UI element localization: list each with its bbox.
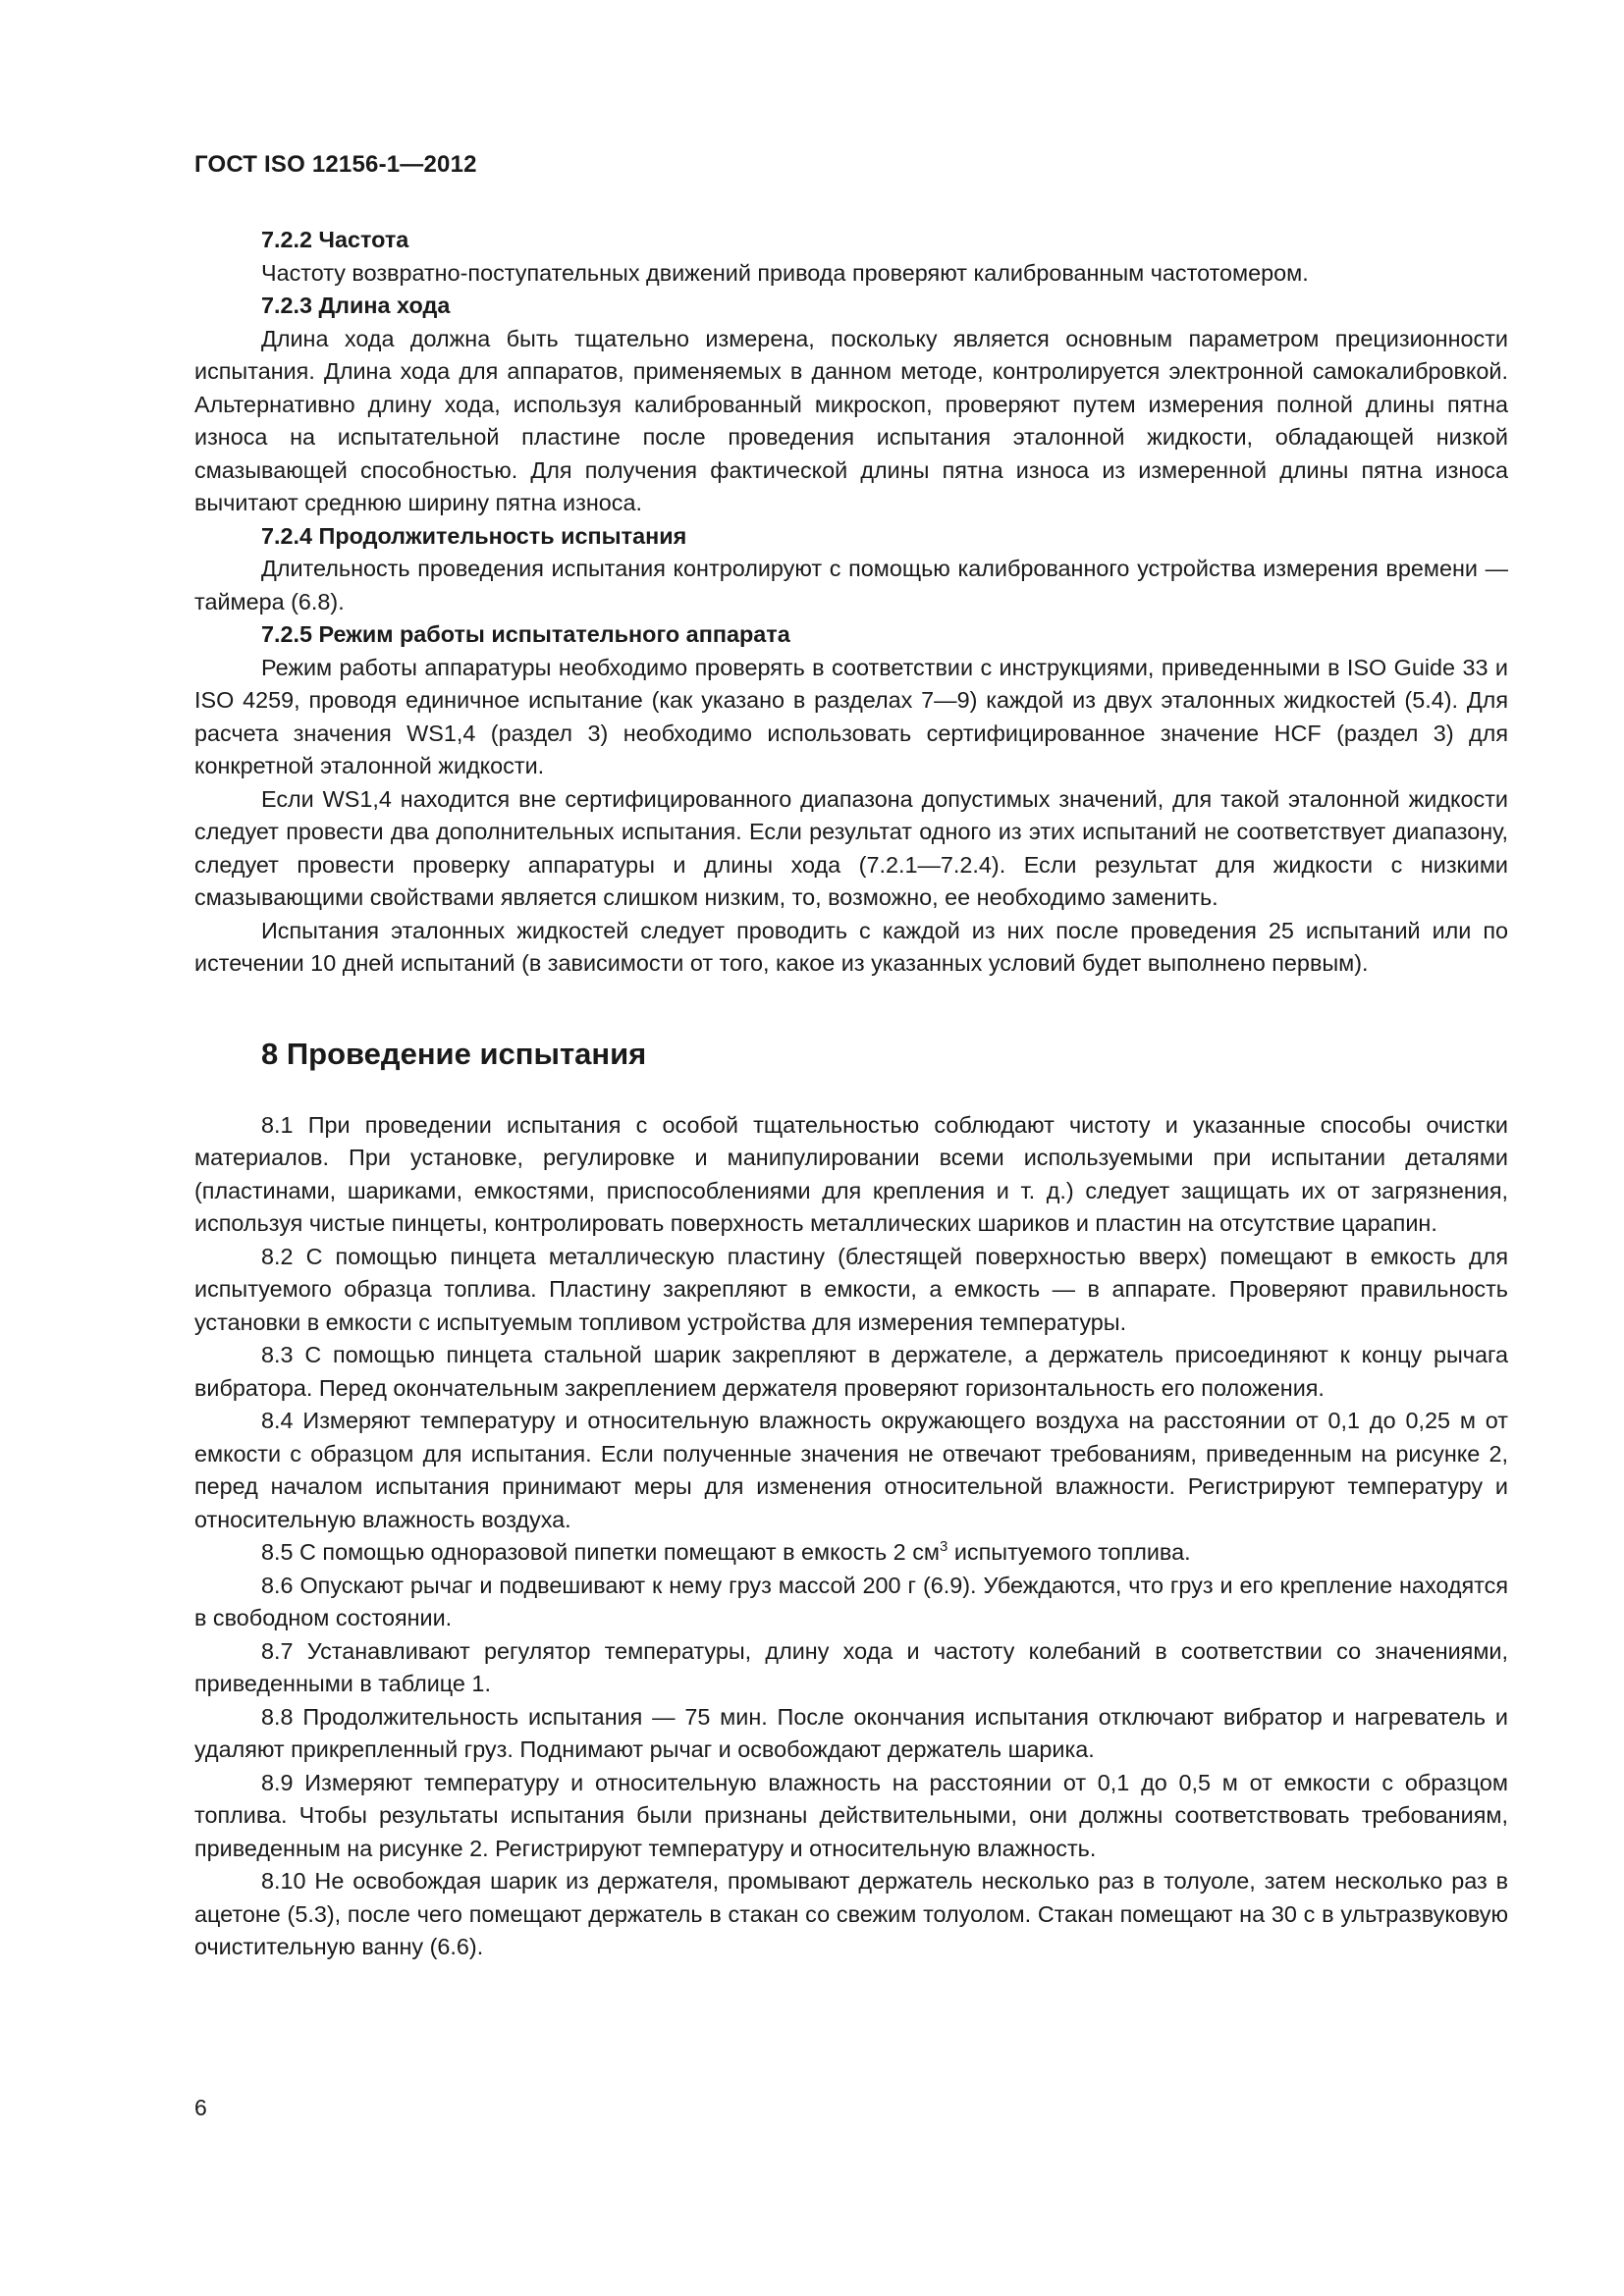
- paragraph: Если WS1,4 находится вне сертифицированного диапазона допустимых значений, для такой эталонной жидкости следует провести два дополнительных испытания. Если результат одного из этих испытаний не соответствует диапазону, следует провести проверку аппаратуры и длины хода (7.2.1—7.2.4). Если результат для жидкости с низкими смазывающими свойствами является слишком низким, то, возможно, ее необходимо заменить.: [194, 785, 1508, 910]
- paragraph: 8.6 Опускают рычаг и подвешивают к нему груз массой 200 г (6.9). Убеждаются, что груз и его крепление находятся в свободном состоянии.: [194, 1572, 1508, 1630]
- subsection-heading: 7.2.5 Режим работы испытательного аппарата: [261, 621, 790, 647]
- page-content: [194, 224, 1508, 1964]
- paragraph: 8.10 Не освобождая шарик из держателя, промывают держатель несколько раз в толуоле, затем несколько раз в ацетоне (5.3), после чего помещают держатель в стакан со свежим толуолом. Стакан помещают на 30 с в ультразвуковую очистительную ванну (6.6).: [194, 1868, 1508, 1959]
- paragraph: 8.3 С помощью пинцета стальной шарик закрепляют в держателе, а держатель присоединяют к концу рычага вибратора. Перед окончательным закреплением держателя проверяют горизонтальность его положения.: [194, 1342, 1508, 1401]
- paragraph: Частоту возвратно-поступательных движений привода проверяют калиброванным частотомером.: [261, 259, 1309, 286]
- paragraph-text: 8.5 С помощью одноразовой пипетки помещают в емкость 2 см: [261, 1539, 940, 1565]
- subsection-heading: 7.2.4 Продолжительность испытания: [261, 522, 687, 549]
- paragraph: Длительность проведения испытания контролируют с помощью калиброванного устройства измерения времени — таймера (6.8).: [194, 556, 1508, 614]
- subsection-heading: 7.2.2 Частота: [261, 227, 409, 252]
- paragraph-text: испытуемого топлива.: [947, 1539, 1191, 1565]
- page-header: ГОСТ ISO 12156-1—2012: [194, 151, 477, 178]
- paragraph: Режим работы аппаратуры необходимо проверять в соответствии с инструкциями, приведенными в ISO Guide 33 и ISO 4259, проводя единичное испытание (как указано в разделах 7—9) каждой из двух эталонных жидкостей (5.4). Для расчета значения WS1,4 (раздел 3) необходимо использовать сертифицированное значение HCF (раздел 3) для конкретной эталонной жидкости.: [194, 654, 1508, 778]
- paragraph: 8.9 Измеряют температуру и относительную влажность на расстоянии от 0,1 до 0,5 м от емкости с образцом топлива. Чтобы результаты испытания были признаны действительными, они должны соответствовать требованиям, приведенным на рисунке 2. Регистрируют температуру и относительную влажность.: [194, 1769, 1508, 1861]
- page-number: 6: [194, 2095, 207, 2120]
- section-heading: 8 Проведение испытания: [261, 1036, 647, 1071]
- paragraph: 8.1 При проведении испытания с особой тщательностью соблюдают чистоту и указанные способы очистки материалов. При установке, регулировке и манипулировании всеми используемыми при испытании деталями (пластинами, шариками, емкостями, приспособлениями для крепления и т. д.) следует защищать их от загрязнения, используя чистые пинцеты, контролировать поверхность металлических шариков и пластин на отсутствие царапин.: [194, 1111, 1508, 1236]
- paragraph: Длина хода должна быть тщательно измерена, поскольку является основным параметром прецизионности испытания. Длина хода для аппаратов, применяемых в данном методе, контролируется электронной самокалибровкой. Альтернативно длину хода, используя калиброванный микроскоп, проверяют путем измерения полной длины пятна износа на испытательной пластине после проведения испытания эталонной жидкости, обладающей низкой смазывающей способностью. Для получения фактической длины пятна износа из измеренной длины пятна износа вычитают среднюю ширину пятна износа.: [194, 325, 1508, 515]
- paragraph: 8.2 С помощью пинцета металлическую пластину (блестящей поверхностью вверх) помещают в емкость для испытуемого образца топлива. Пластину закрепляют в емкости, а емкость — в аппарате. Проверяют правильность установки в емкости с испытуемым топливом устройства для измерения температуры.: [194, 1243, 1508, 1335]
- paragraph: 8.8 Продолжительность испытания — 75 мин. После окончания испытания отключают вибратор и нагреватель и удаляют прикрепленный груз. Поднимают рычаг и освобождают держатель шарика.: [194, 1703, 1508, 1762]
- subsection-heading: 7.2.3 Длина хода: [261, 293, 451, 318]
- paragraph: 8.4 Измеряют температуру и относительную влажность окружающего воздуха на расстоянии от 0,1 до 0,25 м от емкости с образцом для испытания. Если полученные значения не отвечают требованиям, приведенным на рисунке 2, перед началом испытания принимают меры для изменения относительной влажности. Регистрируют температуру и относительную влажность воздуха.: [194, 1408, 1508, 1532]
- paragraph: Испытания эталонных жидкостей следует проводить с каждой из них после проведения 25 испытаний или по истечении 10 дней испытаний (в зависимости от того, какое из указанных условий будет выполнено первым).: [194, 917, 1508, 976]
- paragraph: 8.7 Устанавливают регулятор температуры, длину хода и частоту колебаний в соответствии со значениями, приведенными в таблице 1.: [194, 1637, 1508, 1696]
- paragraph: [194, 1536, 1508, 1570]
- superscript: 3: [939, 1538, 948, 1555]
